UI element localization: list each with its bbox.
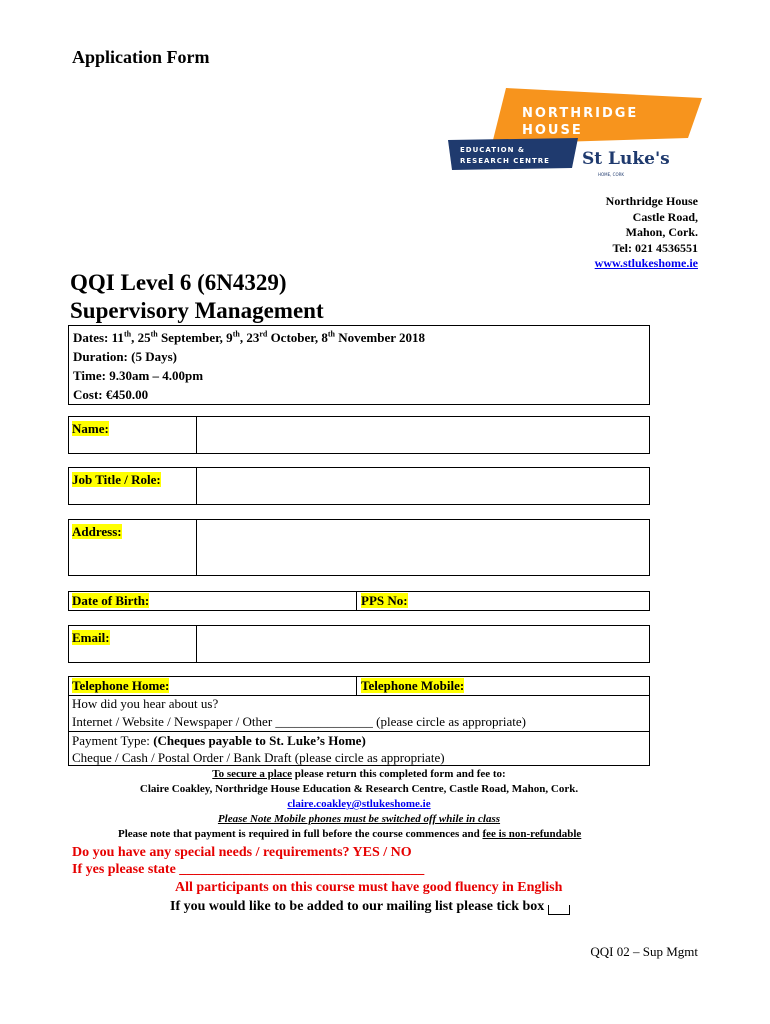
address-label: Address: (72, 524, 122, 539)
secure-place-note: To secure a place please return this completed form and fee to: (212, 768, 506, 780)
hear-options[interactable]: Internet / Website / Newspaper / Other _______________ (please circle as appropriate) (72, 714, 526, 729)
pps-label: PPS No: (361, 593, 408, 608)
contact-address: Claire Coakley, Northridge House Education & Research Centre, Castle Road, Mahon, Cork. (139, 783, 579, 795)
logo-line2: HOUSE (522, 123, 583, 138)
address-tel: Tel: 021 4536551 (612, 240, 698, 255)
telephone-mobile-field[interactable] (357, 677, 468, 695)
payment-policy-note: Please note that payment is required in full before the course commences and fee is non-refundable (118, 828, 582, 840)
telephone-home-field[interactable] (69, 677, 357, 695)
special-needs-state[interactable]: If yes please state ___________________________________ (72, 862, 425, 877)
course-title-line2: Supervisory Management (70, 298, 324, 323)
course-info-box (68, 325, 650, 405)
contact-payment-box (68, 676, 650, 766)
mailing-list-text: If you would like to be added to our mailing list please tick box (170, 899, 545, 914)
address-line3: Mahon, Cork. (625, 225, 698, 239)
logo-line1: NORTHRIDGE (522, 106, 639, 121)
course-dates: Dates: 11th, 25th September, 9th, 23rd October, 8th November 2018 (73, 329, 426, 345)
email-field[interactable] (197, 626, 649, 662)
job-title-label: Job Title / Role: (72, 472, 161, 487)
footer-reference: QQI 02 – Sup Mgmt (590, 944, 698, 959)
address-block (520, 194, 698, 272)
logo-brand-sub: HOME, CORK (598, 172, 625, 177)
address-row (68, 519, 650, 576)
email-row (68, 625, 650, 663)
address-line1: Northridge House (605, 194, 698, 208)
dob-pps-row (68, 591, 650, 611)
course-time: Time: 9.30am – 4.00pm (73, 368, 204, 383)
name-row (68, 416, 650, 454)
pps-field[interactable] (357, 592, 412, 610)
address-field[interactable] (197, 520, 649, 575)
mailing-list-row (170, 899, 570, 915)
course-cost: Cost: €450.00 (73, 387, 149, 402)
logo-brand: St Luke's (582, 149, 670, 169)
email-label: Email: (72, 630, 110, 645)
website-link[interactable]: www.stlukeshome.ie (594, 256, 698, 270)
address-line2: Castle Road, (632, 209, 698, 224)
course-duration: Duration: (5 Days) (73, 349, 177, 364)
course-title-line1: QQI Level 6 (6N4329) (70, 270, 287, 295)
dob-label: Date of Birth: (72, 593, 150, 608)
course-title (70, 269, 324, 325)
document-title: Application Form (72, 47, 210, 67)
northridge-house-logo (448, 88, 702, 188)
telephone-mobile-label: Telephone Mobile: (361, 678, 465, 693)
mailing-list-checkbox[interactable] (548, 905, 570, 915)
name-label: Name: (72, 421, 109, 436)
hear-question: How did you hear about us? (72, 696, 219, 711)
logo-sub1: EDUCATION & (460, 146, 526, 154)
job-title-row (68, 467, 650, 505)
dob-field[interactable] (69, 592, 357, 610)
name-field[interactable] (197, 417, 649, 453)
job-title-field[interactable] (197, 468, 649, 504)
logo-sub2: RESEARCH CENTRE (460, 157, 550, 165)
mobile-phones-note: Please Note Mobile phones must be switched off while in class (217, 813, 501, 825)
payment-type: Payment Type: (Cheques payable to St. Luke’s Home) (72, 733, 366, 748)
english-fluency-note: All participants on this course must have good fluency in English (175, 880, 563, 895)
payment-options[interactable]: Cheque / Cash / Postal Order / Bank Draft (please circle as appropriate) (72, 750, 445, 765)
special-needs-question: Do you have any special needs / requirements? YES / NO (72, 845, 412, 860)
telephone-home-label: Telephone Home: (72, 678, 170, 693)
contact-email-link[interactable]: claire.coakley@stlukeshome.ie (287, 798, 431, 810)
